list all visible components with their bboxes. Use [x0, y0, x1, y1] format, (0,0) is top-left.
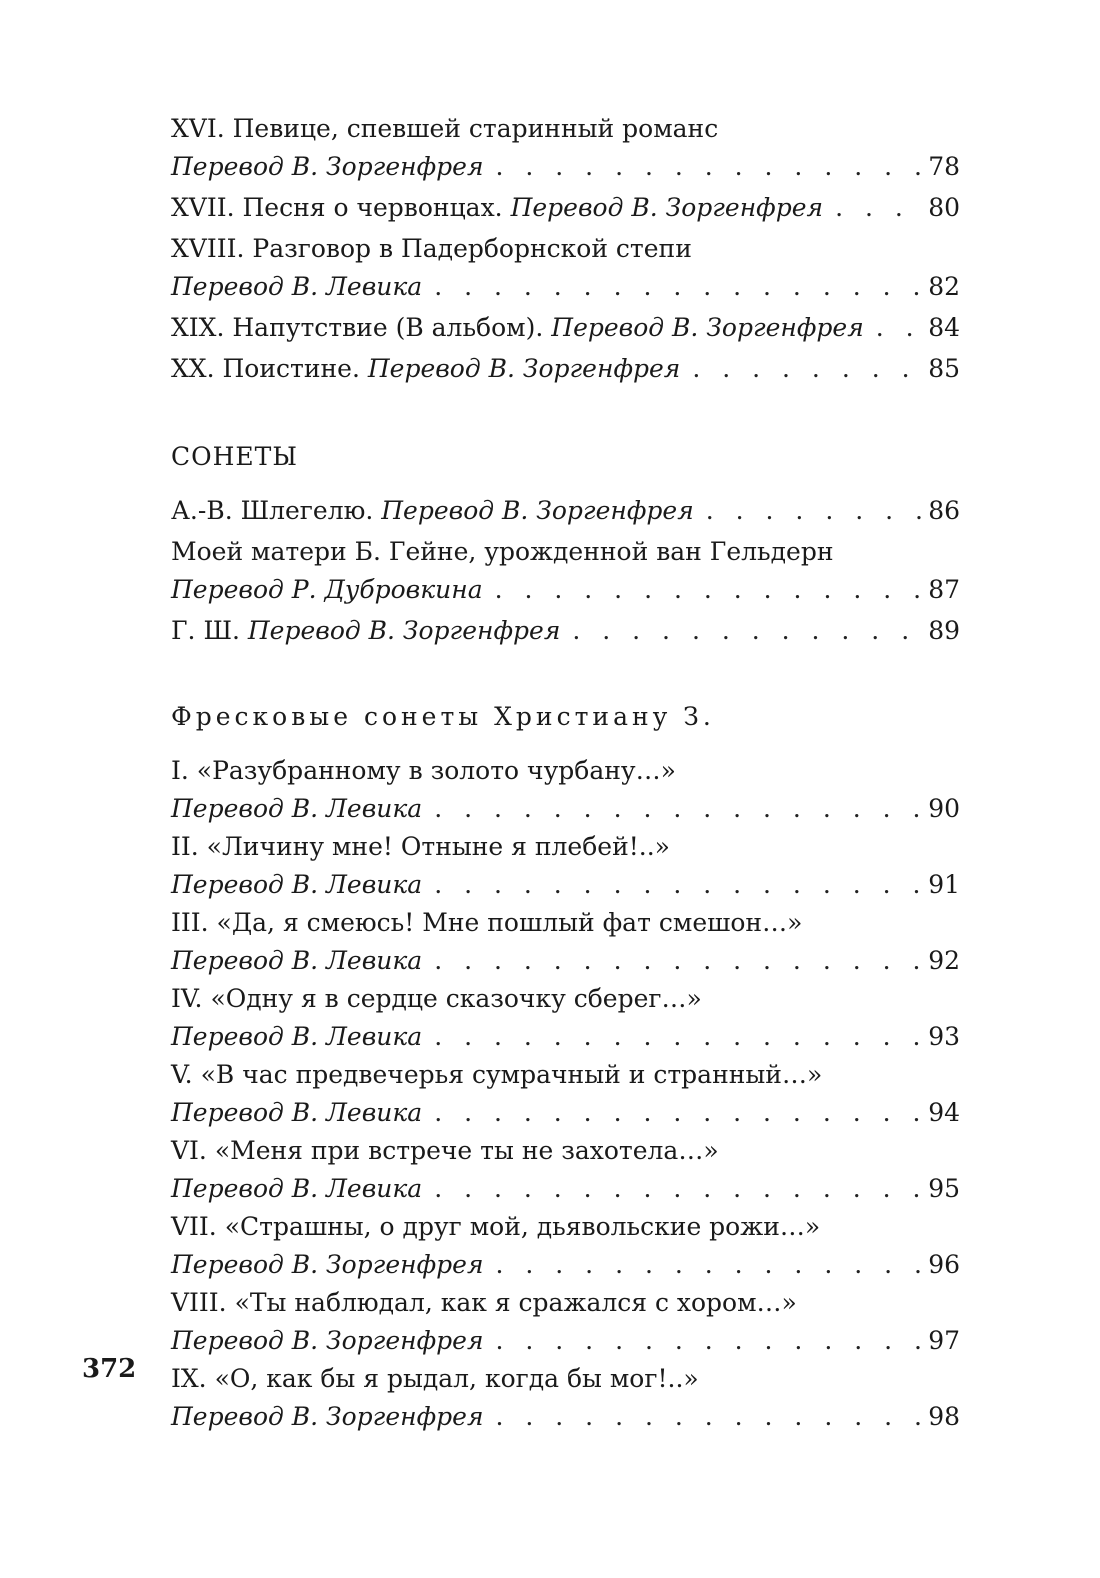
entry-translator: Перевод В. Зоргенфрея — [367, 354, 681, 383]
entry-translator: Перевод В. Зоргенфрея — [381, 496, 694, 525]
dot-leader — [434, 790, 922, 828]
toc-entry-line — [171, 612, 960, 650]
entry-title: Г. Ш. — [171, 616, 240, 645]
entry-page-number: 96 — [928, 1250, 960, 1279]
entry-translator: Перевод В. Левика — [171, 1022, 423, 1051]
toc-entry-title-line — [171, 828, 960, 866]
entry-page-number: 84 — [928, 313, 960, 342]
dot-leader — [434, 866, 922, 904]
entry-page-number: 98 — [928, 1402, 960, 1431]
toc-entry-line — [171, 1018, 960, 1056]
entry-translator: Перевод В. Зоргенфрея — [247, 616, 561, 645]
entry-title: IV. «Одну я в сердце сказочку сберег…» — [171, 984, 702, 1013]
page-number-folio: 372 — [82, 1354, 137, 1384]
toc-entry-line — [171, 571, 960, 609]
section-heading: СОНЕТЫ — [171, 442, 298, 471]
dot-leader — [495, 571, 923, 609]
entry-page-number: 78 — [928, 152, 960, 181]
toc-entry-line — [171, 866, 960, 904]
entry-page-number: 92 — [928, 946, 960, 975]
entry-title: XIX. Напутствие (В альбом). — [171, 313, 544, 342]
entry-page-number: 87 — [928, 575, 960, 604]
dot-leader — [835, 189, 922, 227]
table-of-contents — [171, 110, 960, 1436]
entry-translator: Перевод В. Левика — [171, 1174, 423, 1203]
dot-leader — [434, 1018, 922, 1056]
entry-translator: Перевод В. Левика — [171, 946, 423, 975]
toc-entry-line — [171, 492, 960, 530]
toc-entry-title-line — [171, 110, 960, 148]
entry-title: VI. «Меня при встрече ты не захотела…» — [171, 1136, 719, 1165]
entry-translator: Перевод В. Зоргенфрея — [551, 313, 864, 342]
entry-title: IX. «О, как бы я рыдал, когда бы мог!..» — [171, 1364, 699, 1393]
entry-title: XVII. Песня о червонцах. — [171, 193, 503, 222]
toc-entry-line — [171, 790, 960, 828]
section-heading: Фресковые сонеты Христиану З. — [171, 702, 715, 731]
toc-entry-line — [171, 942, 960, 980]
entry-page-number: 80 — [928, 193, 960, 222]
toc-entry-line — [171, 189, 960, 227]
entry-page-number: 82 — [928, 272, 960, 301]
dot-leader — [434, 942, 922, 980]
dot-leader — [706, 492, 922, 530]
toc-entry-title-line — [171, 1132, 960, 1170]
dot-leader — [496, 148, 923, 186]
toc-entry-line — [171, 1322, 960, 1360]
entry-title: XVIII. Разговор в Падерборнской степи — [171, 234, 692, 263]
toc-entry-title-line — [171, 230, 960, 268]
entry-translator: Перевод В. Левика — [171, 870, 423, 899]
entry-translator: Перевод В. Зоргенфрея — [171, 1250, 484, 1279]
entry-title: V. «В час предвечерья сумрачный и странный…» — [171, 1060, 823, 1089]
entry-page-number: 91 — [928, 870, 960, 899]
entry-translator: Перевод В. Зоргенфрея — [171, 1402, 484, 1431]
entry-page-number: 97 — [928, 1326, 960, 1355]
dot-leader — [876, 309, 922, 347]
dot-leader — [434, 268, 922, 306]
entry-page-number: 93 — [928, 1022, 960, 1051]
toc-entry-title-line — [171, 980, 960, 1018]
toc-entry-line — [171, 350, 960, 388]
dot-leader — [434, 1170, 922, 1208]
entry-translator: Перевод В. Левика — [171, 794, 423, 823]
entry-title: VIII. «Ты наблюдал, как я сражался с хором…» — [171, 1288, 797, 1317]
entry-title: I. «Разубранному в золото чурбану…» — [171, 756, 676, 785]
toc-section — [171, 697, 960, 1436]
entry-title: III. «Да, я смеюсь! Мне пошлый фат смешон…» — [171, 908, 803, 937]
entry-page-number: 89 — [928, 616, 960, 645]
entry-title: XVI. Певице, спевшей старинный романс — [171, 114, 719, 143]
entry-page-number: 85 — [928, 354, 960, 383]
entry-translator: Перевод В. Зоргенфрея — [171, 1326, 484, 1355]
toc-entry-line — [171, 1246, 960, 1284]
toc-entry-line — [171, 1170, 960, 1208]
entry-translator: Перевод В. Зоргенфрея — [171, 152, 484, 181]
toc-section — [171, 437, 960, 650]
toc-entry-title-line — [171, 533, 960, 571]
entry-title: XX. Поистине. — [171, 354, 360, 383]
toc-entry-line — [171, 148, 960, 186]
entry-title: VII. «Страшны, о друг мой, дьявольские рожи…» — [171, 1212, 821, 1241]
dot-leader — [434, 1094, 922, 1132]
entry-title: А.-В. Шлегелю. — [171, 496, 374, 525]
entry-page-number: 94 — [928, 1098, 960, 1127]
entry-translator: Перевод Р. Дубровкина — [171, 575, 483, 604]
dot-leader — [496, 1322, 923, 1360]
dot-leader — [572, 612, 922, 650]
entry-translator: Перевод В. Левика — [171, 1098, 423, 1127]
toc-entry-title-line — [171, 1360, 960, 1398]
entry-title: II. «Личину мне! Отныне я плебей!..» — [171, 832, 670, 861]
dot-leader — [496, 1246, 923, 1284]
entry-translator: Перевод В. Зоргенфрея — [510, 193, 824, 222]
entry-title: Моей матери Б. Гейне, урожденной ван Гельдерн — [171, 537, 834, 566]
dot-leader — [692, 350, 922, 388]
entry-page-number: 95 — [928, 1174, 960, 1203]
dot-leader — [496, 1398, 923, 1436]
toc-entry-title-line — [171, 1284, 960, 1322]
toc-entry-title-line — [171, 904, 960, 942]
entry-page-number: 86 — [928, 496, 960, 525]
toc-entry-title-line — [171, 1208, 960, 1246]
entry-page-number: 90 — [928, 794, 960, 823]
toc-entry-line — [171, 1094, 960, 1132]
toc-entry-line — [171, 1398, 960, 1436]
toc-entry-title-line — [171, 1056, 960, 1094]
toc-entry-line — [171, 268, 960, 306]
toc-entry-title-line — [171, 752, 960, 790]
toc-section — [171, 110, 960, 388]
entry-translator: Перевод В. Левика — [171, 272, 423, 301]
toc-entry-line — [171, 309, 960, 347]
